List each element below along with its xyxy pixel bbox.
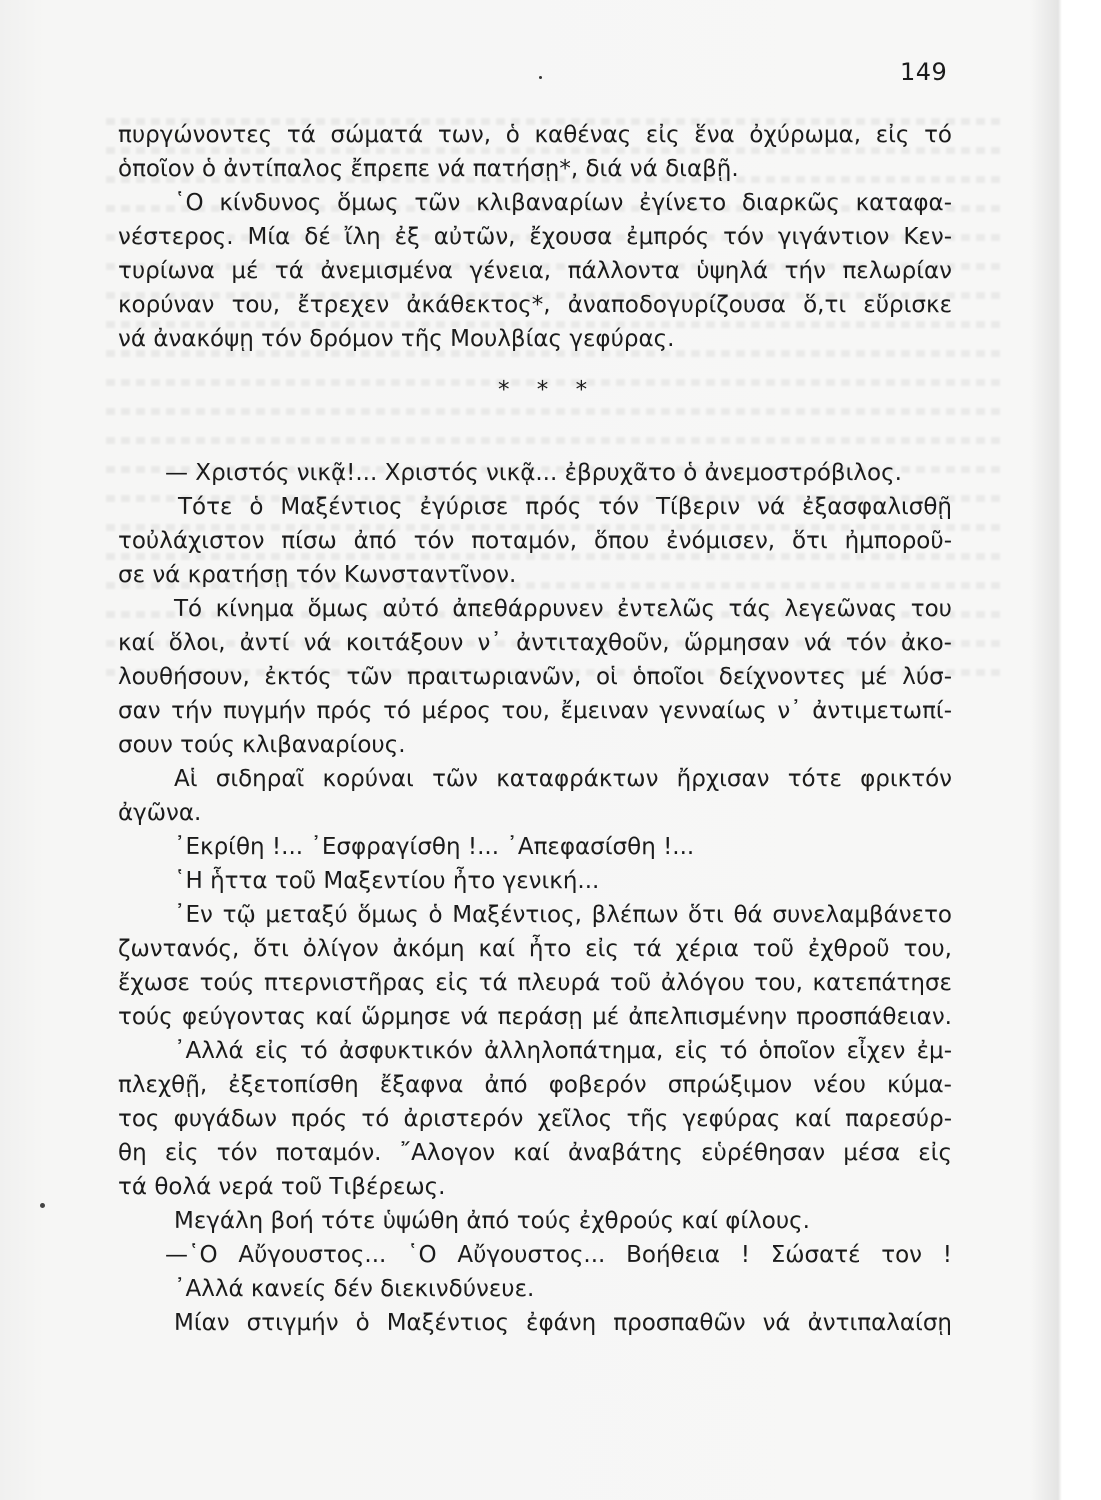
- text-line: ᾽Εν τῷ μεταξύ ὅμως ὁ Μαξέντιος, βλέπων ὅτι θά συνελαμβάνετο: [174, 902, 952, 928]
- text-line: τά θολά νερά τοῦ Τιβέρεως.: [118, 1174, 446, 1200]
- text-line: ὁποῖον ὁ ἀντίπαλος ἔπρεπε νά πατήσῃ*, διά νά διαβῇ.: [118, 156, 739, 182]
- text-line: θη εἰς τόν ποταμόν. ῎Αλογον καί ἀναβάτης εὑρέθησαν μέσα εἰς: [118, 1140, 952, 1166]
- text-line: Τότε ὁ Μαξέντιος ἐγύρισε πρός τόν Τίβεριν νά ἐξασφαλισθῇ: [178, 494, 952, 520]
- text-line: ῾Η ἧττα τοῦ Μαξεντίου ἦτο γενική...: [174, 868, 600, 894]
- text-line: κορύναν του, ἔτρεχεν ἀκάθεκτος*, ἀναποδογυρίζουσα ὅ,τι εὕρισκε: [118, 292, 952, 318]
- text-line: σαν τήν πυγμήν πρός τό μέρος του, ἔμειναν γενναίως ν᾽ ἀντιμετωπί-: [118, 698, 952, 724]
- text-line: ῾Ο κίνδυνος ὅμως τῶν κλιβαναρίων ἐγίνετο διαρκῶς καταφα-: [174, 190, 952, 216]
- text-line: τοὐλάχιστον πίσω ἀπό τόν ποταμόν, ὅπου ἐνόμισεν, ὅτι ἠμποροῦ-: [118, 528, 952, 554]
- text-line: σουν τούς κλιβαναρίους.: [118, 732, 406, 758]
- text-line: ᾽Αλλά κανείς δέν διεκινδύνευε.: [174, 1276, 535, 1302]
- text-line: πλεχθῇ, ἐξετοπίσθη ἔξαφνα ἀπό φοβερόν σπρώξιμον νέου κύμα-: [118, 1072, 952, 1098]
- text-line: ζωντανός, ὅτι ὀλίγον ἀκόμη καί ἦτο εἰς τά χέρια τοῦ ἐχθροῦ του,: [118, 936, 952, 962]
- text-line: τος φυγάδων πρός τό ἀριστερόν χεῖλος τῆς γεφύρας καί παρεσύρ-: [118, 1106, 952, 1132]
- text-line: Μεγάλη βοή τότε ὑψώθη ἀπό τούς ἐχθρούς καί φίλους.: [174, 1208, 810, 1234]
- text-line: Αἱ σιδηραῖ κορύναι τῶν καταφράκτων ἤρχισαν τότε φρικτόν: [174, 766, 952, 792]
- body-text: [118, 118, 952, 1340]
- text-line: λουθήσουν, ἐκτός τῶν πραιτωριανῶν, οἱ ὁποῖοι δείχνοντες μέ λύσ-: [118, 664, 952, 690]
- text-line: ᾽Εκρίθη !... ᾽Εσφραγίσθη !... ᾽Απεφασίσθη !...: [174, 834, 695, 860]
- text-line: ἔχωσε τούς πτερνιστῆρας εἰς τά πλευρά τοῦ ἀλόγου του, κατεπάτησε: [118, 970, 952, 996]
- text-line: καί ὅλοι, ἀντί νά κοιτάξουν ν᾽ ἀντιταχθοῦν, ὥρμησαν νά τόν ἀκο-: [118, 630, 952, 656]
- text-line: σε νά κρατήσῃ τόν Κωνσταντῖνον.: [118, 562, 517, 588]
- text-line: νέστερος. Μία δέ ἴλη ἐξ αὐτῶν, ἔχουσα ἐμπρός τόν γιγάντιον Κεν-: [118, 224, 952, 250]
- stray-dot: [539, 76, 542, 79]
- section-separator: * * *: [498, 377, 598, 403]
- text-line: Τό κίνημα ὅμως αὐτό ἀπεθάρρυνεν ἐντελῶς τάς λεγεῶνας του: [174, 596, 952, 622]
- text-line: Μίαν στιγμήν ὁ Μαξέντιος ἐφάνη προσπαθῶν νά ἀντιπαλαίσῃ: [174, 1310, 952, 1336]
- text-line: —῾Ο Αὔγουστος... ῾Ο Αὔγουστος... Βοήθεια ! Σώσατέ τον !: [165, 1242, 952, 1268]
- text-line: ᾽Αλλά εἰς τό ἀσφυκτικόν ἀλληλοπάτημα, εἰς τό ὁποῖον εἶχεν ἐμ-: [174, 1038, 952, 1064]
- text-line: νά ἀνακόψῃ τόν δρόμον τῆς Μουλβίας γεφύρας.: [118, 326, 675, 352]
- text-line: πυργώνοντες τά σώματά των, ὁ καθένας εἰς ἕνα ὀχύρωμα, εἰς τό: [118, 122, 952, 148]
- page-number: 149: [900, 58, 948, 86]
- margin-mark: [40, 1203, 45, 1208]
- text-line: τούς φεύγοντας καί ὥρμησε νά περάσῃ μέ ἀπελπισμένην προσπάθειαν.: [118, 1004, 952, 1030]
- text-line: ἀγῶνα.: [118, 800, 202, 826]
- text-line: — Χριστός νικᾷ!... Χριστός νικᾷ... ἐβρυχᾶτο ὁ ἀνεμοστρόβιλος.: [165, 460, 902, 486]
- text-line: τυρίωνα μέ τά ἀνεμισμένα γένεια, πάλλοντα ὑψηλά τήν πελωρίαν: [118, 258, 952, 284]
